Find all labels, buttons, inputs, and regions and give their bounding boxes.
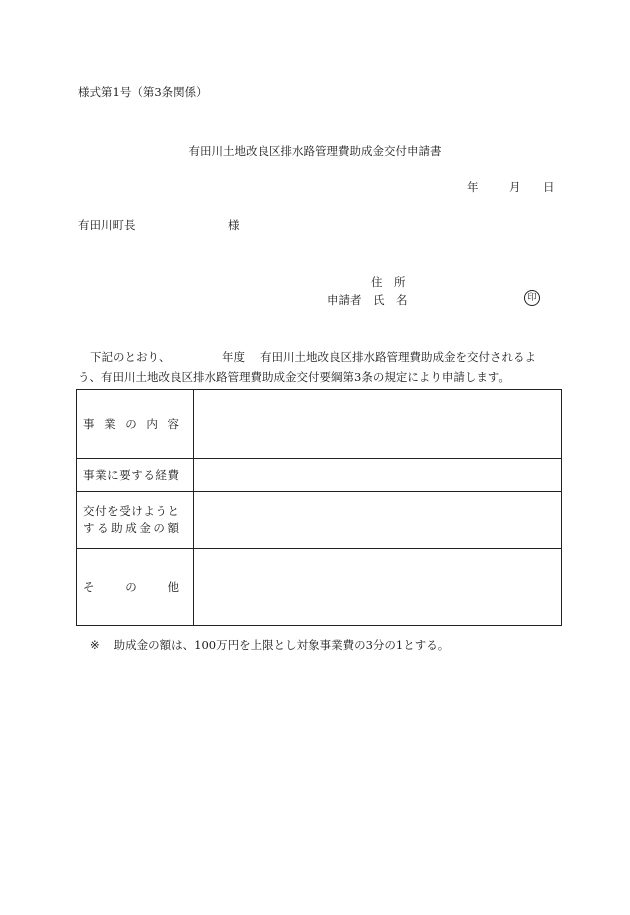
table-row — [77, 549, 562, 626]
other-field[interactable] — [194, 549, 562, 626]
row-label-subsidy-amount — [77, 492, 194, 549]
date-line — [467, 179, 555, 195]
label-text: 事 業 に 要 す る 経 費 — [83, 468, 179, 482]
project-cost-field[interactable] — [194, 459, 562, 492]
label-line-1: 交 付 を 受 け よ う と — [83, 504, 179, 518]
date-day-field[interactable]: 日 — [543, 180, 555, 194]
table-row — [77, 390, 562, 459]
note-text: 助成金の額は、100万円を上限とし対象事業費の3分の1とする。 — [113, 638, 450, 652]
body-lead: 下記のとおり、 — [90, 350, 171, 364]
label-text: 事 業 の 内 容 — [83, 417, 179, 431]
application-table — [76, 389, 562, 626]
addressee — [78, 217, 240, 233]
row-label-project-cost — [77, 459, 194, 492]
table-row — [77, 492, 562, 549]
applicant-name-label: 申請者 氏 名 — [327, 293, 408, 307]
fiscal-year-label: 年度 — [222, 350, 245, 364]
note-mark: ※ — [90, 638, 100, 652]
subsidy-amount-field[interactable] — [194, 492, 562, 549]
project-content-field[interactable] — [194, 390, 562, 459]
document-title: 有田川土地改良区排水路管理費助成金交付申請書 — [188, 144, 442, 158]
body-text-line-2: う、有田川土地改良区排水路管理費助成金交付要綱第3条の規定により申請します。 — [78, 370, 510, 384]
table-row — [77, 459, 562, 492]
address-label: 住 所 — [371, 275, 406, 289]
addressee-honorific: 様 — [228, 218, 240, 232]
body-line1-rest: 有田川土地改良区排水路管理費助成金を交付されるよ — [260, 350, 536, 364]
date-year-field[interactable]: 年 — [467, 180, 479, 194]
form-number: 様式第1号（第3条関係） — [78, 85, 208, 99]
footnote — [90, 637, 449, 653]
body-text-line-1 — [90, 349, 536, 365]
label-line-2: す る 助 成 金 の 額 — [83, 521, 179, 535]
row-label-project-content — [77, 390, 194, 459]
row-label-other — [77, 549, 194, 626]
label-text — [83, 503, 193, 537]
label-text: そ の 他 — [83, 580, 179, 594]
seal-mark: 印 — [524, 290, 540, 306]
date-month-field[interactable]: 月 — [509, 180, 521, 194]
addressee-name: 有田川町長 — [78, 218, 136, 232]
